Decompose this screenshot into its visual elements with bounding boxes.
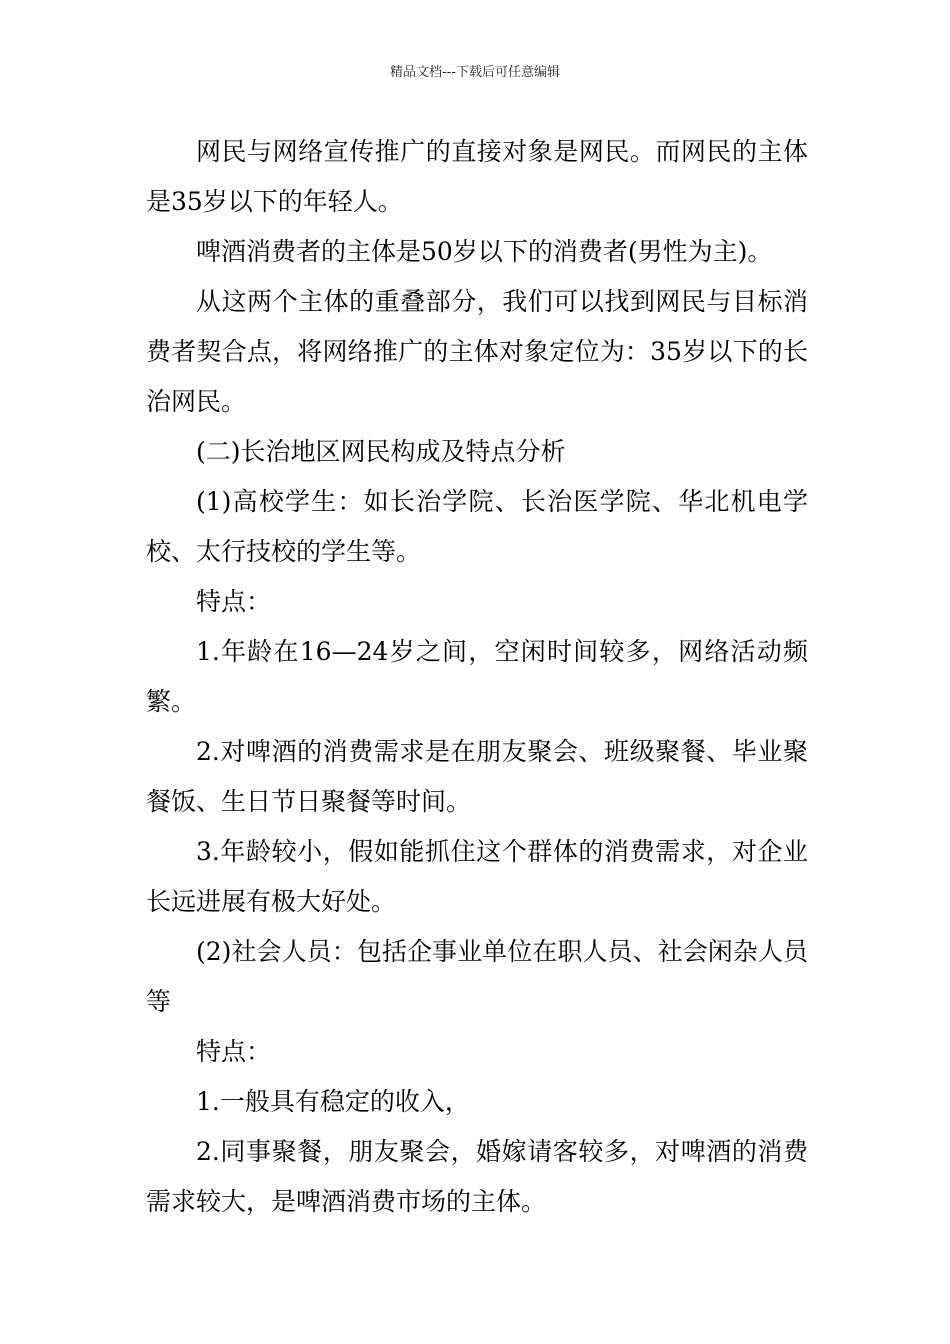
label-features-students: 特点：	[196, 587, 272, 616]
paragraph-social-personnel: (2)社会人员：包括企事业单位在职人员、社会闲杂人员等	[146, 937, 808, 1016]
list-item-social-2: 2.同事聚餐，朋友聚会，婚嫁请客较多，对啤酒的消费需求较大，是啤酒消费市场的主体。	[146, 1137, 808, 1216]
list-item-student-2: 2.对啤酒的消费需求是在朋友聚会、班级聚餐、毕业聚餐饭、生日节日聚餐等时间。	[146, 737, 808, 816]
list-item-student-3: 3.年龄较小，假如能抓住这个群体的消费需求，对企业长远进展有极大好处。	[146, 837, 808, 916]
page-header: 精品文档---下载后可任意编辑	[389, 65, 561, 80]
list-item-social-1: 1.一般具有稳定的收入，	[196, 1087, 470, 1116]
paragraph-beer-consumer: 啤酒消费者的主体是50岁以下的消费者(男性为主)。	[196, 237, 773, 266]
list-item-student-1: 1.年龄在16—24岁之间，空闲时间较多，网络活动频繁。	[146, 637, 808, 716]
paragraph-students: (1)高校学生：如长治学院、长治医学院、华北机电学校、太行技校的学生等。	[146, 487, 808, 566]
section-heading-composition: (二)长治地区网民构成及特点分析	[196, 437, 566, 466]
paragraph-netizen-target: 网民与网络宣传推广的直接对象是网民。而网民的主体是35岁以下的年轻人。	[146, 137, 808, 216]
document-body	[146, 127, 808, 1227]
label-features-social: 特点：	[196, 1037, 272, 1066]
paragraph-overlap: 从这两个主体的重叠部分，我们可以找到网民与目标消费者契合点，将网络推广的主体对象定位为：35岁以下的长治网民。	[146, 287, 808, 416]
